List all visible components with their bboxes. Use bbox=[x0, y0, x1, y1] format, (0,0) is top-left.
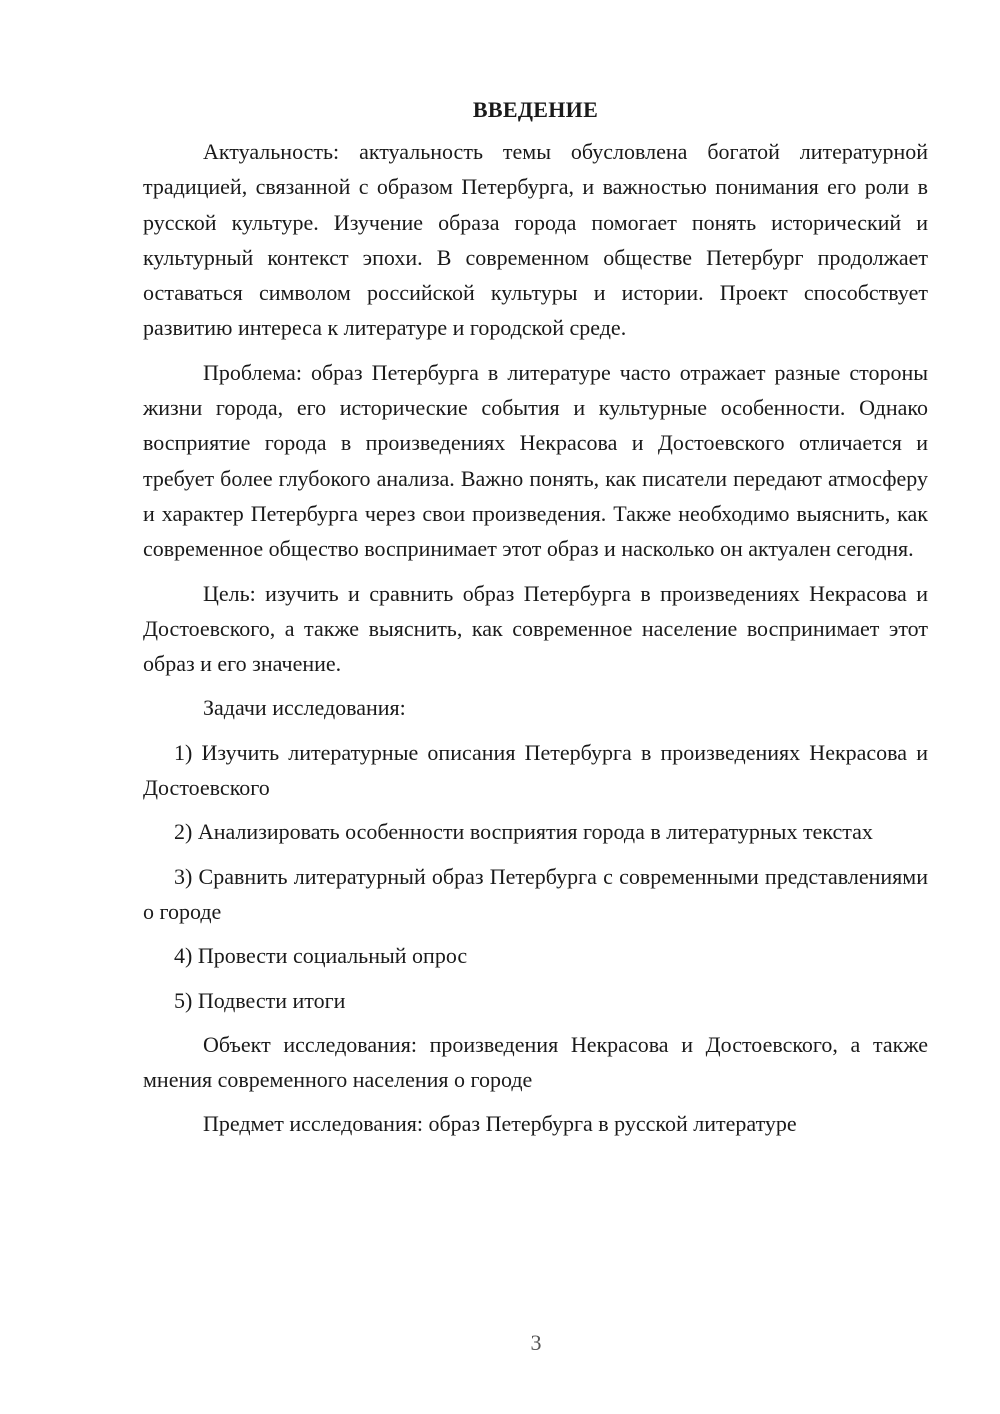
object-paragraph: Объект исследования: произведения Некрасова и Достоевского, а также мнения современного населения о городе bbox=[143, 1031, 928, 1093]
page-number: 3 bbox=[530, 1330, 542, 1355]
task-item-2: 2) Анализировать особенности восприятия города в литературных текстах bbox=[174, 819, 873, 845]
goal-paragraph: Цель: изучить и сравнить образ Петербурга в произведениях Некрасова и Достоевского, а также выяснить, как современное население воспринимает этот образ и его значение. bbox=[143, 580, 928, 677]
relevance-paragraph: Актуальность: актуальность темы обусловлена богатой литературной традицией, связанной с образом Петербурга, и важностью понимания его роли в русской культуре. Изучение образа города помогает понять исторический и культурный контекст эпохи. В современном обществе Петербург продолжает оставаться символом российской культуры и истории. Проект способствует развитию интереса к литературе и городской среде. bbox=[143, 139, 928, 341]
task-item-3: 3) Сравнить литературный образ Петербурга с современными представлениями о городе bbox=[143, 863, 928, 924]
subject-paragraph: Предмет исследования: образ Петербурга в русской литературе bbox=[203, 1111, 797, 1137]
document-page bbox=[143, 92, 928, 1151]
task-item-1: 1) Изучить литературные описания Петербурга в произведениях Некрасова и Достоевского bbox=[143, 739, 928, 801]
tasks-heading: Задачи исследования: bbox=[203, 695, 406, 721]
task-item-4: 4) Провести социальный опрос bbox=[174, 943, 468, 969]
problem-paragraph: Проблема: образ Петербурга в литературе часто отражает разные стороны жизни города, его исторические события и культурные особенности. Однако восприятие города в произведениях Некрасова и Достоевского отличается и требует более глубокого анализа. Важно понять, как писатели передают атмосферу и характер Петербурга через свои произведения. Также необходимо выяснить, как современное общество воспринимает этот образ и насколько он актуален сегодня. bbox=[143, 359, 928, 562]
section-title: ВВЕДЕНИЕ bbox=[472, 97, 599, 122]
task-item-5: 5) Подвести итоги bbox=[174, 987, 346, 1013]
